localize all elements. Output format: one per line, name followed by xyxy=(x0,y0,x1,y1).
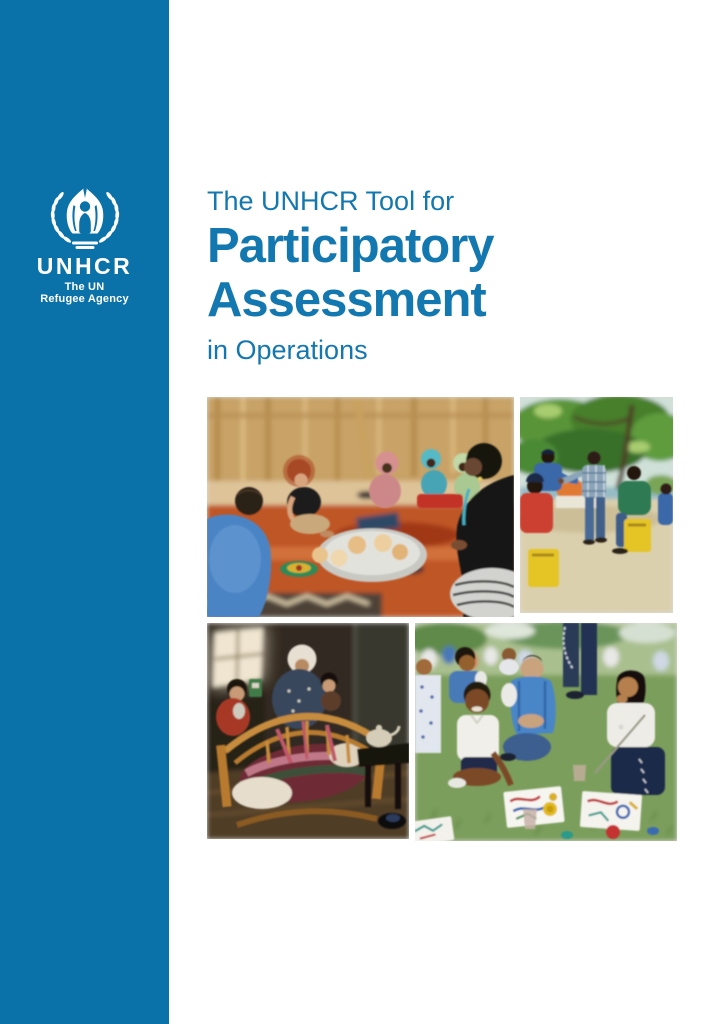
unhcr-logo xyxy=(0,185,169,305)
unhcr-tagline xyxy=(40,281,129,305)
unhcr-emblem-icon xyxy=(39,185,131,251)
tagline-line-2: Refugee Agency xyxy=(40,293,129,306)
title-main-line-1: Participatory xyxy=(207,219,494,273)
cover-blue-band xyxy=(0,0,169,1024)
cover-title-block xyxy=(207,185,494,365)
unhcr-wordmark: UNHCR xyxy=(36,253,133,279)
title-pre-line: The UNHCR Tool for xyxy=(207,186,455,216)
photo-family-in-tent xyxy=(207,623,409,839)
tagline-line-1: The UN xyxy=(64,281,105,294)
photo-men-meeting-under-tree xyxy=(520,397,673,613)
title-post-line: in Operations xyxy=(207,335,368,365)
photo-women-meeting-on-carpet xyxy=(207,397,514,617)
photo-children-painting xyxy=(415,623,677,841)
title-main-line-2: Assessment xyxy=(207,273,486,327)
